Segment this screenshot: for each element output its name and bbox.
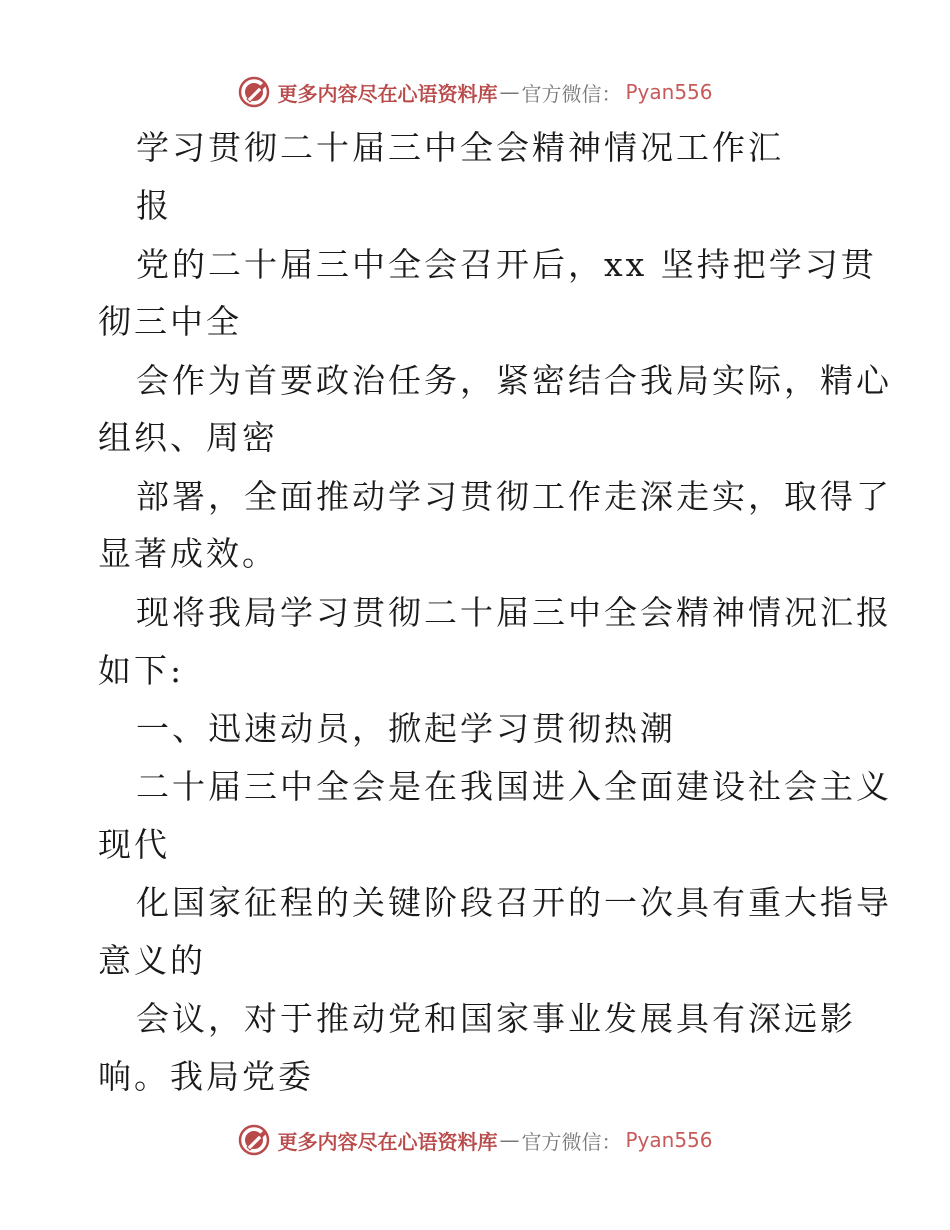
doc-section-heading: 一、迅速动员，掀起学习贯彻热潮 bbox=[136, 709, 676, 748]
pen-logo-icon bbox=[237, 75, 271, 109]
doc-line: 现将我局学习贯彻二十届三中全会精神情况汇报 bbox=[136, 593, 892, 632]
header-official-label: 官方微信： bbox=[521, 81, 622, 106]
doc-title-line-2: 报 bbox=[136, 186, 172, 225]
doc-line: 意义的 bbox=[98, 941, 206, 980]
footer-wechat-id: Pyan556 bbox=[625, 1128, 713, 1152]
doc-line: 会议，对于推动党和国家事业发展具有深远影 bbox=[136, 999, 856, 1038]
doc-line: 部署，全面推动学习贯彻工作走深走实，取得了 bbox=[136, 477, 892, 516]
doc-line: 党的二十届三中全会召开后，xx 坚持把学习贯 bbox=[136, 245, 877, 284]
header-wechat-id: Pyan556 bbox=[625, 80, 713, 104]
doc-line: 如下: bbox=[98, 651, 185, 690]
footer-banner bbox=[0, 1120, 950, 1160]
doc-line: 会作为首要政治任务，紧密结合我局实际，精心 bbox=[136, 361, 892, 400]
doc-line: 显著成效。 bbox=[98, 534, 278, 573]
footer-dash: — bbox=[499, 1128, 520, 1152]
footer-brand-text: 更多内容尽在心语资料库 bbox=[277, 1129, 498, 1154]
doc-line: 二十届三中全会是在我国进入全面建设社会主义 bbox=[136, 767, 892, 806]
footer-official-label: 官方微信： bbox=[521, 1129, 622, 1154]
header-banner bbox=[0, 72, 950, 112]
header-dash: — bbox=[499, 80, 520, 104]
pen-logo-icon bbox=[237, 1123, 271, 1157]
doc-line: 响。我局党委 bbox=[98, 1057, 314, 1096]
header-brand-text: 更多内容尽在心语资料库 bbox=[277, 81, 498, 106]
doc-line: 彻三中全 bbox=[98, 302, 242, 341]
doc-line: 化国家征程的关键阶段召开的一次具有重大指导 bbox=[136, 883, 892, 922]
doc-line: 现代 bbox=[98, 825, 170, 864]
doc-line: 组织、周密 bbox=[98, 418, 278, 457]
doc-title-line-1: 学习贯彻二十届三中全会精神情况工作汇 bbox=[136, 128, 784, 167]
